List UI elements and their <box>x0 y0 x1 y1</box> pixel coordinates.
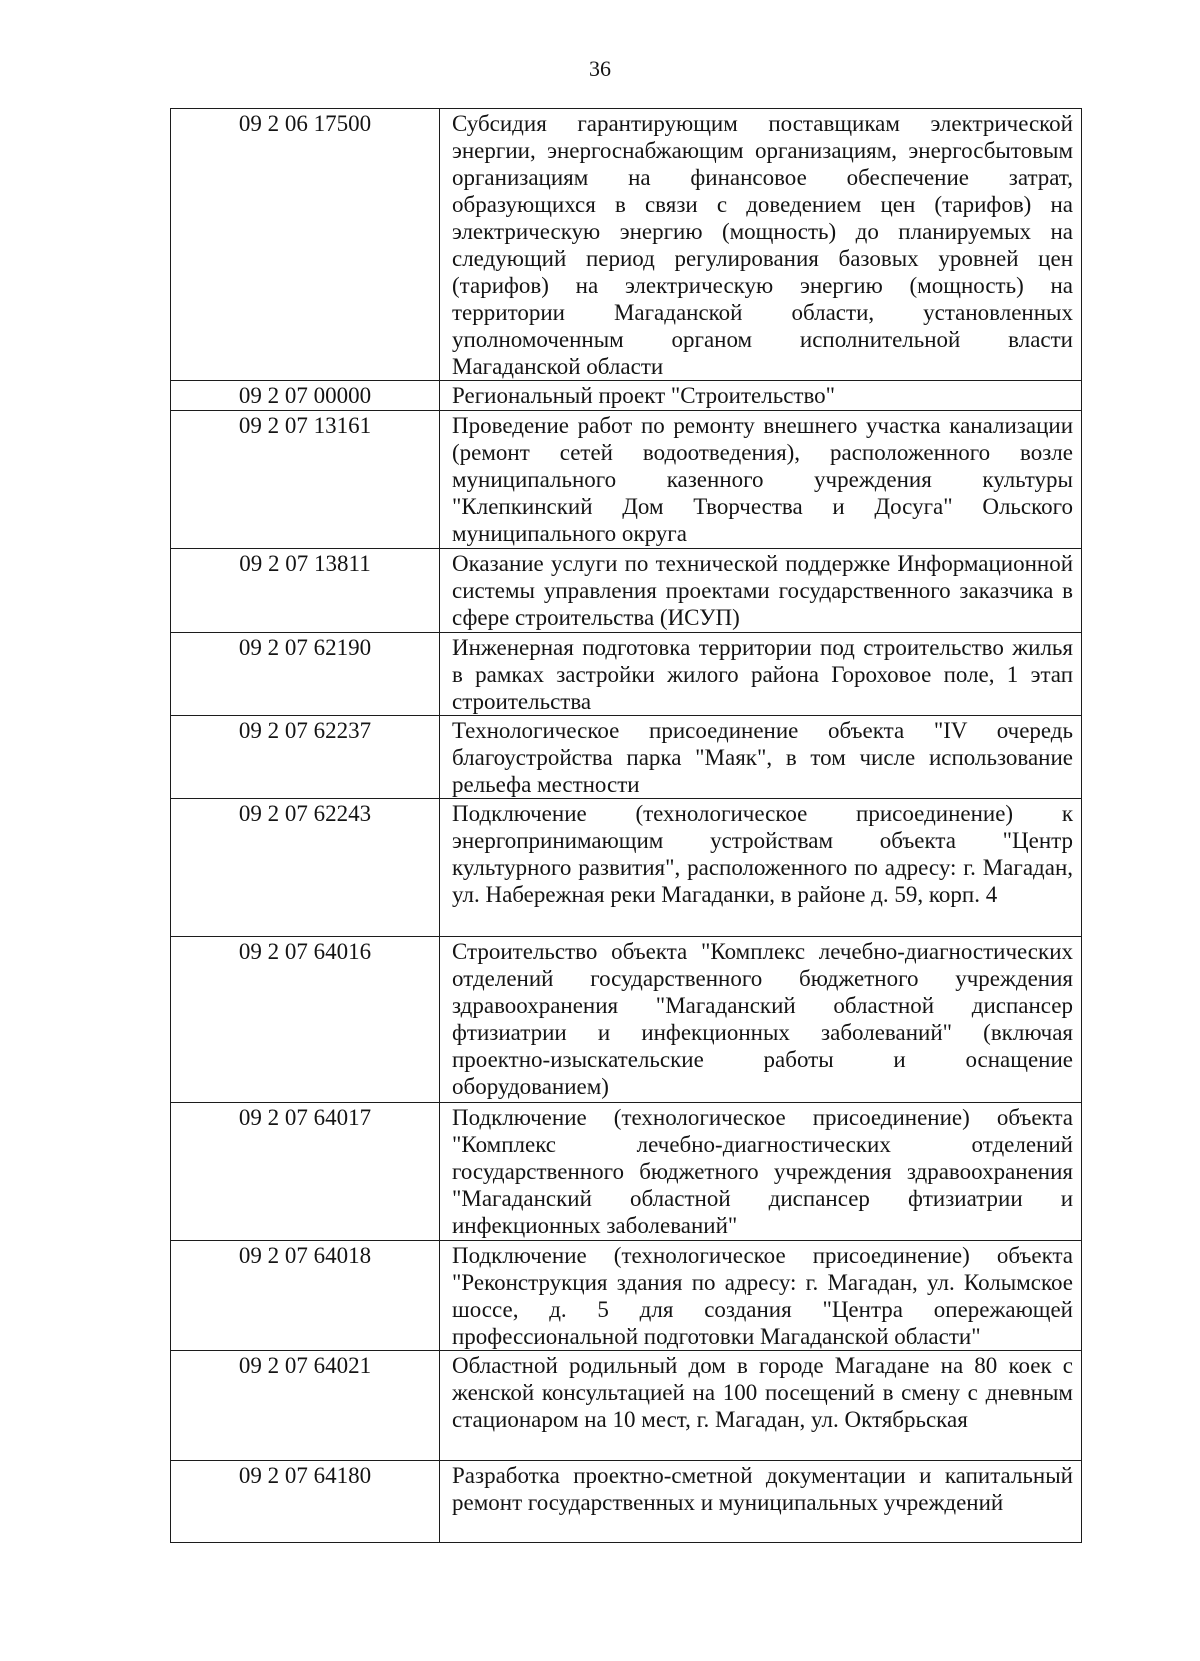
expense-description: Подключение (технологическое присоединение) к энергопринимающим устройствам объекта "Центр культурного развития", расположенного по адресу: г. Магадан, ул. Набережная реки Магаданки, в районе д. 59, корп. 4 <box>440 799 1082 937</box>
expense-description: Субсидия гарантирующим поставщикам электрической энергии, энергоснабжающим организациям, энергосбытовым организациям на финансовое обеспечение затрат, образующихся в связи с доведением цен (тарифов) на электрическую энергию (мощность) до планируемых на следующий период регулирования базовых уровней цен (тарифов) на электрическую энергию (мощность) на территории Магаданской области, установленных уполномоченным органом исполнительной власти Магаданской области <box>440 109 1082 381</box>
page-number: 36 <box>589 56 611 81</box>
expense-description: Строительство объекта "Комплекс лечебно-диагностических отделений государственного бюджетного учреждения здравоохранения "Магаданский областной диспансер фтизиатрии и инфекционных заболеваний" (включая проектно-изыскательские работы и оснащение оборудованием) <box>440 937 1082 1103</box>
budget-codes-table <box>170 108 1082 1543</box>
table-row <box>171 1103 1082 1241</box>
classification-code: 09 2 07 64021 <box>171 1351 440 1461</box>
expense-description: Инженерная подготовка территории под строительство жилья в рамках застройки жилого района Гороховое поле, 1 этап строительства <box>440 633 1082 716</box>
expense-description: Областной родильный дом в городе Магадане на 80 коек с женской консультацией на 100 посещений в смену с дневным стационаром на 10 мест, г. Магадан, ул. Октябрьская <box>440 1351 1082 1461</box>
table-row <box>171 1241 1082 1351</box>
classification-code: 09 2 07 64018 <box>171 1241 440 1351</box>
table-row <box>171 1461 1082 1543</box>
classification-code: 09 2 06 17500 <box>171 109 440 381</box>
table-row <box>171 109 1082 381</box>
table-row <box>171 799 1082 937</box>
table-row <box>171 381 1082 411</box>
classification-code: 09 2 07 13811 <box>171 549 440 633</box>
table-row <box>171 411 1082 549</box>
table-row <box>171 937 1082 1103</box>
classification-code: 09 2 07 62190 <box>171 633 440 716</box>
expense-description: Разработка проектно-сметной документации и капитальный ремонт государственных и муниципальных учреждений <box>440 1461 1082 1543</box>
expense-description: Проведение работ по ремонту внешнего участка канализации (ремонт сетей водоотведения), расположенного возле муниципального казенного учреждения культуры "Клепкинский Дом Творчества и Досуга" Ольского муниципального округа <box>440 411 1082 549</box>
table-row <box>171 1351 1082 1461</box>
expense-description: Технологическое присоединение объекта "IV очередь благоустройства парка "Маяк", в том числе использование рельефа местности <box>440 716 1082 799</box>
classification-code: 09 2 07 62243 <box>171 799 440 937</box>
table-row <box>171 549 1082 633</box>
table-row <box>171 716 1082 799</box>
classification-code: 09 2 07 62237 <box>171 716 440 799</box>
classification-code: 09 2 07 00000 <box>171 381 440 411</box>
classification-code: 09 2 07 64180 <box>171 1461 440 1543</box>
expense-description: Подключение (технологическое присоединение) объекта "Реконструкция здания по адресу: г. Магадан, ул. Колымское шоссе, д. 5 для создания "Центра опережающей профессиональной подготовки Магаданской области" <box>440 1241 1082 1351</box>
classification-code: 09 2 07 13161 <box>171 411 440 549</box>
expense-description: Оказание услуги по технической поддержке Информационной системы управления проектами государственного заказчика в сфере строительства (ИСУП) <box>440 549 1082 633</box>
expense-description: Подключение (технологическое присоединение) объекта "Комплекс лечебно-диагностических отделений государственного бюджетного учреждения здравоохранения "Магаданский областной диспансер фтизиатрии и инфекционных заболеваний" <box>440 1103 1082 1241</box>
classification-code: 09 2 07 64016 <box>171 937 440 1103</box>
table-row <box>171 633 1082 716</box>
expense-description: Региональный проект "Строительство" <box>440 381 1082 411</box>
classification-code: 09 2 07 64017 <box>171 1103 440 1241</box>
